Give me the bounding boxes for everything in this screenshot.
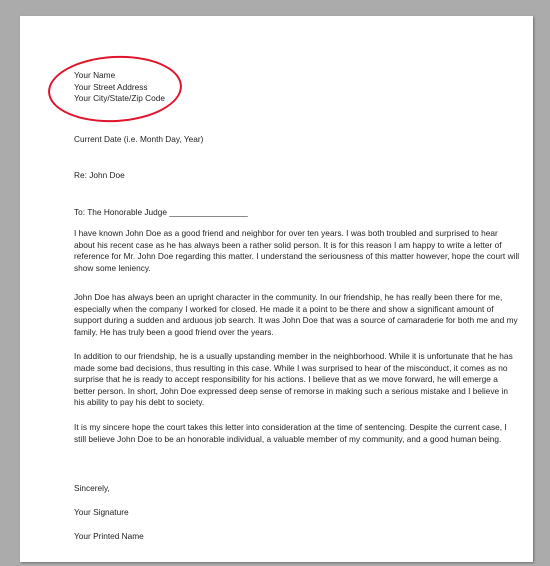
addressee-line: To: The Honorable Judge _________________ <box>74 207 248 217</box>
letter-page <box>20 16 533 562</box>
sender-street: Your Street Address <box>74 81 148 92</box>
subject-line: Re: John Doe <box>74 170 125 180</box>
date-line: Current Date (i.e. Month Day, Year) <box>74 134 204 144</box>
sender-city-state-zip: Your City/State/Zip Code <box>74 93 166 103</box>
body-paragraph-1 <box>74 228 520 274</box>
sender-name: Your Name <box>74 70 116 80</box>
body-paragraph-3 <box>74 351 520 409</box>
closing-line: Sincerely, <box>74 483 110 493</box>
signature-line: Your Signature <box>74 507 129 517</box>
sender-address-block <box>74 70 165 105</box>
paragraph-text: John Doe has always been an upright character in the community. In our friendship, he has really been there for me, especially when the company I worked for closed. He made it a point to be there and show a significant amount of support during a sudden and arduous job search. It was John Doe that was a source of camaraderie for both me and my family. He has truly been a good friend over the years. <box>74 292 518 337</box>
body-paragraph-4 <box>74 422 520 445</box>
body-paragraph-2 <box>74 292 520 338</box>
paragraph-text: In addition to our friendship, he is a usually upstanding member in the neighborhood. While it is unfortunate that he has made some bad decisions, thus resulting in this case. While I was surprised to hear of the misconduct, it comes as no surprise that he is ready to accept responsibility for his actions. I believe that as we move forward, he will emerge a better person. In short, John Doe expressed deep sense of remorse in making such a serious mistake and I believe in his ability to pay his debt to society. <box>74 351 513 407</box>
paragraph-text: I have known John Doe as a good friend and neighbor for over ten years. I was both troubled and surprised to hear about his recent case as he has always been a rather solid person. It is for this reason I am happy to write a letter of reference for Mr. John Doe regarding this matter. I understand the seriousness of this matter however, hope the court will show some leniency. <box>74 228 520 273</box>
paragraph-text: It is my sincere hope the court takes this letter into consideration at the time of sentencing. Despite the current case, I still believe John Doe to be an honorable individual, a valuable member of my community, and a good human being. <box>74 422 507 444</box>
printed-name-line: Your Printed Name <box>74 531 144 541</box>
